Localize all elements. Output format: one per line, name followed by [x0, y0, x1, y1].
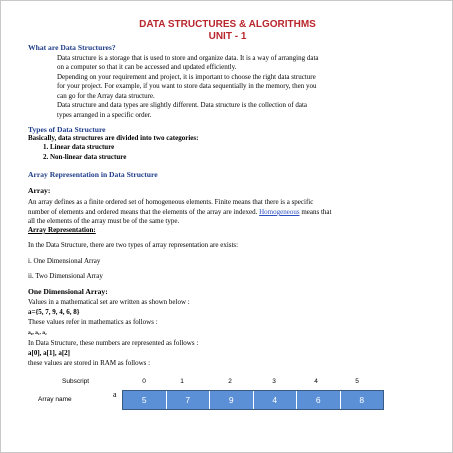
types-heading: Types of Data Structure	[28, 125, 106, 134]
oda-heading: One Dimensional Array:	[28, 287, 108, 296]
array-cell: 9	[210, 391, 254, 409]
types-list-item: 2. Non-linear data structure	[43, 153, 127, 161]
values-intro: Values in a mathematical set are written as shown below :	[28, 298, 190, 306]
what-line: Data structure and data types are slightly different. Data structure is the collection of data	[57, 101, 308, 109]
array-definition-line: all the elements of the array must be of the same type.	[28, 217, 180, 225]
subscript-index: 1	[180, 378, 184, 385]
what-line: Depending on your requirement and project, it is important to choose the right data structure	[57, 73, 316, 81]
what-heading: What are Data Structures?	[28, 43, 116, 52]
subscript-index: 2	[228, 378, 232, 385]
what-line: types arranged in a specific order.	[57, 111, 152, 119]
set-definition: a={5, 7, 9, 4, 6, 8}	[28, 308, 80, 316]
homogeneous-link[interactable]: Homogeneous	[259, 208, 300, 216]
array-definition-line: number of elements and ordered means that the elements of the array are indexed. Homogeneous means that	[28, 208, 332, 216]
array-definition-line: An array defines as a finite ordered set of homogeneous elements. Finite means that there is a specific	[28, 198, 314, 206]
array-cell: 8	[341, 391, 384, 409]
array-label: Array:	[28, 186, 51, 195]
subscript-index: 4	[314, 378, 318, 385]
array-cell: 5	[123, 391, 167, 409]
subscript-index: 5	[355, 378, 359, 385]
subscript-label: Subscript	[62, 378, 90, 385]
ds-notation: a[0], a[1], a[2]	[28, 349, 70, 357]
two-types-text: In the Data Structure, there are two types of array representation are exists:	[28, 241, 239, 249]
what-line: for your project. For example, if you want to store data sequentially in the memory, then you	[57, 82, 317, 90]
types-list-item: 1. Linear data structure	[43, 143, 115, 151]
refer-text: These values refer in mathematics as follows :	[28, 318, 158, 326]
array-cells	[122, 390, 384, 410]
subscript-index: 0	[142, 378, 146, 385]
array-representation-label: Array Representation:	[28, 226, 96, 234]
what-line: on a computer so that it can be accessed and updated efficiently.	[57, 63, 237, 71]
two-dimensional-item: ii. Two Dimensional Array	[28, 272, 103, 280]
page-subtitle: UNIT - 1	[208, 31, 247, 42]
one-dimensional-item: i. One Dimensional Array	[28, 257, 101, 265]
array-letter: a	[113, 390, 117, 399]
ram-text: these values are stored in RAM as follows :	[28, 359, 151, 367]
what-line: can go for the Array data structure.	[57, 92, 155, 100]
what-line: Data structure is a storage that is used to store and organize data. It is a way of arranging data	[57, 54, 319, 62]
math-notation: a₀, a₁, a₂	[28, 330, 47, 336]
array-cell: 7	[167, 391, 211, 409]
subscript-index: 3	[272, 378, 276, 385]
ds-representation-text: In Data Structure, these numbers are represented as follows :	[28, 339, 199, 347]
page-title: DATA STRUCTURES & ALGORITHMS	[139, 19, 316, 30]
array-cell: 4	[254, 391, 298, 409]
array-cell: 6	[297, 391, 341, 409]
array-rep-heading: Array Representation in Data Structure	[28, 170, 158, 179]
array-name-label: Array name	[38, 396, 72, 403]
types-intro: Basically, data structures are divided into two categories:	[28, 134, 199, 142]
